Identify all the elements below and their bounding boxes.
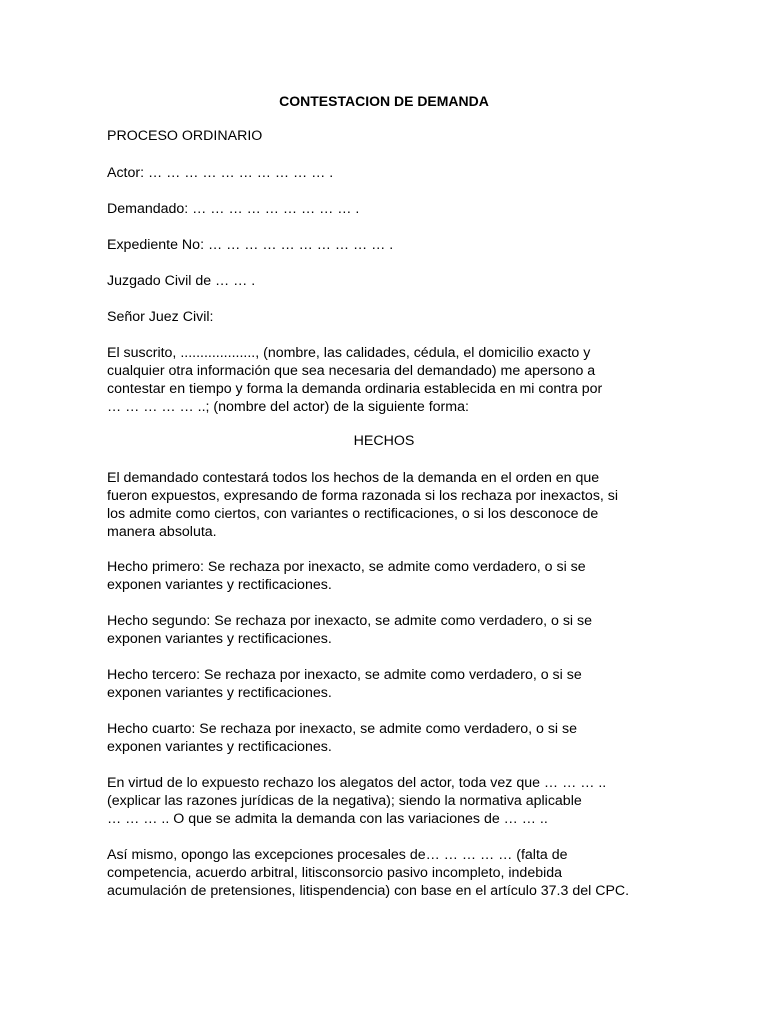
excepciones-paragraph: [107, 846, 667, 900]
demandado-field: Demandado: … … … … … … … … … .: [107, 201, 360, 217]
expediente-field: Expediente No: … … … … … … … … … … .: [107, 237, 394, 253]
intro-line: … … … … … ..; (nombre del actor) de la siguiente forma:: [107, 399, 469, 415]
hechos-intro-line: fueron expuestos, expresando de forma razonada si los rechaza por inexactos, si: [107, 488, 619, 504]
hecho-primero-paragraph: [107, 558, 667, 594]
hecho-line: Hecho tercero: Se rechaza por inexacto, se admite como verdadero, o si se: [107, 667, 582, 683]
hecho-tercero-paragraph: [107, 666, 667, 702]
virtud-line: … … … .. O que se admita la demanda con las variaciones de … … ..: [107, 811, 548, 827]
intro-line: El suscrito, ..................., (nombre, las calidades, cédula, el domicilio exacto y: [107, 345, 591, 361]
excepciones-line: competencia, acuerdo arbitral, litisconsorcio pasivo incompleto, indebida: [107, 865, 563, 881]
virtud-line: (explicar las razones jurídicas de la negativa); siendo la normativa aplicable: [107, 793, 582, 809]
hecho-line: exponen variantes y rectificaciones.: [107, 577, 332, 593]
hechos-intro-paragraph: [107, 469, 667, 541]
hecho-line: exponen variantes y rectificaciones.: [107, 739, 332, 755]
intro-paragraph: [107, 344, 667, 416]
intro-line: contestar en tiempo y forma la demanda ordinaria establecida en mi contra por: [107, 381, 603, 397]
salutation: Señor Juez Civil:: [107, 309, 214, 325]
hecho-line: Hecho cuarto: Se rechaza por inexacto, se admite como verdadero, o si se: [107, 721, 578, 737]
virtud-paragraph: [107, 774, 667, 828]
virtud-line: En virtud de lo expuesto rechazo los alegatos del actor, toda vez que … … … ..: [107, 775, 607, 791]
hecho-line: Hecho segundo: Se rechaza por inexacto, se admite como verdadero, o si se: [107, 613, 593, 629]
document-title: CONTESTACION DE DEMANDA: [279, 93, 489, 109]
hecho-line: exponen variantes y rectificaciones.: [107, 685, 332, 701]
excepciones-line: acumulación de pretensiones, litispendencia) con base en el artículo 37.3 del CPC.: [107, 883, 630, 899]
hechos-intro-line: El demandado contestará todos los hechos de la demanda en el orden en que: [107, 470, 600, 486]
hechos-intro-line: los admite como ciertos, con variantes o rectificaciones, o si los desconoce de: [107, 506, 599, 522]
actor-field: Actor: … … … … … … … … … … .: [107, 165, 334, 181]
hechos-heading: HECHOS: [353, 433, 415, 449]
hechos-intro-line: manera absoluta.: [107, 524, 217, 540]
proceso-label: PROCESO ORDINARIO: [107, 128, 263, 144]
hecho-cuarto-paragraph: [107, 720, 667, 756]
hecho-line: Hecho primero: Se rechaza por inexacto, se admite como verdadero, o si se: [107, 559, 586, 575]
juzgado-field: Juzgado Civil de … … .: [107, 273, 256, 289]
hecho-line: exponen variantes y rectificaciones.: [107, 631, 332, 647]
excepciones-line: Así mismo, opongo las excepciones procesales de… … … … … (falta de: [107, 847, 568, 863]
hecho-segundo-paragraph: [107, 612, 667, 648]
intro-line: cualquier otra información que sea necesaria del demandado) me apersono a: [107, 363, 596, 379]
